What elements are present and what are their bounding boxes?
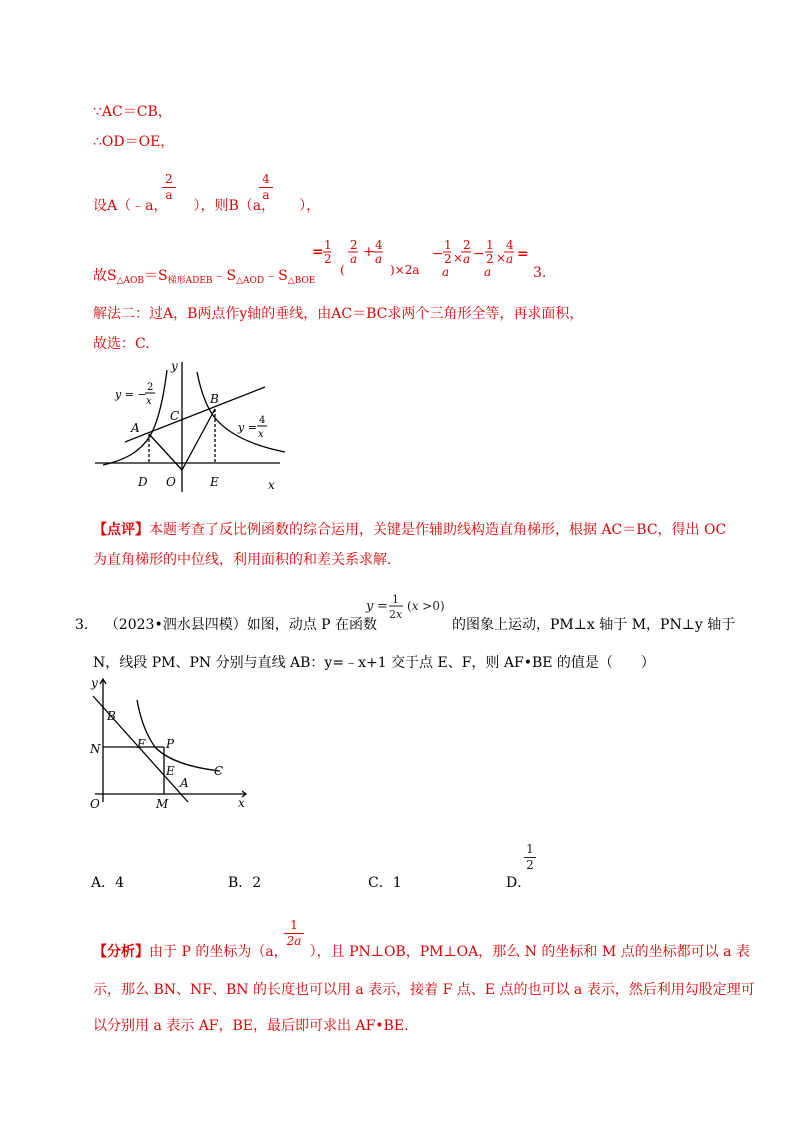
label-n: N — [90, 742, 101, 756]
svg-text:=: = — [312, 244, 324, 260]
svg-text:a: a — [350, 252, 358, 266]
segment-oa — [149, 434, 182, 470]
label-o: O — [166, 475, 176, 489]
q3-number: 3. — [75, 617, 89, 633]
label-c: C — [214, 764, 224, 778]
line3-pre: 设A（﹣a， — [93, 198, 168, 214]
line-set-a — [93, 195, 320, 215]
analysis-line-1 — [93, 941, 750, 961]
svg-text:1: 1 — [324, 238, 332, 252]
figure-hyperbola-1 — [85, 352, 295, 494]
s-prefix: 故S — [93, 268, 117, 284]
frac-den: 2a — [286, 934, 302, 948]
frac-num: 4 — [262, 172, 270, 186]
q3-function-formula — [364, 592, 459, 628]
q3-line-1-tail: 的图象上运动，PM⊥x 轴于 M，PN⊥y 轴于 — [452, 617, 736, 633]
frac-num: 1 — [526, 842, 534, 856]
frac-4-over-a — [259, 173, 273, 202]
svg-text:−: − — [432, 246, 444, 262]
svg-text:2x: 2x — [389, 608, 403, 621]
comment-text-1: 本题考查了反比例函数的综合运用，关键是作辅助线构造直角梯形，根据 AC＝BC，得出 OC — [149, 522, 727, 538]
frac-den: a — [262, 188, 270, 202]
label-y: y — [91, 676, 98, 690]
svg-text:2: 2 — [350, 238, 358, 252]
label-d: D — [138, 475, 148, 489]
left-hyperbola — [103, 370, 167, 465]
label-a: A — [131, 421, 140, 435]
label-y: y — [171, 359, 178, 373]
svg-text:=: = — [517, 246, 529, 262]
q3-line-1 — [75, 614, 377, 634]
svg-text:2: 2 — [444, 252, 452, 266]
figure-hyperbola-2 — [85, 672, 255, 812]
svg-text:=: = — [377, 599, 388, 614]
line-method-two: 解法二：过A，B两点作y轴的垂线，由AC＝BC求两个三角形全等，再求面积， — [93, 306, 584, 322]
label-p: P — [166, 737, 175, 751]
option-c: C．1 — [368, 875, 402, 891]
line3-post: ）， — [299, 198, 321, 214]
paren-close-x2a: )×2a — [390, 263, 420, 277]
svg-text:1: 1 — [486, 238, 494, 252]
label-m: M — [156, 797, 169, 811]
svg-text:×: × — [496, 251, 507, 265]
s-minus2: ﹣S — [264, 268, 288, 284]
label-e: E — [166, 764, 175, 778]
comment-line-1 — [93, 519, 726, 539]
frac-den: a — [165, 188, 173, 202]
svg-text:1: 1 — [392, 593, 399, 606]
analysis-text-1a: 由于 P 的坐标为（a， — [149, 944, 288, 960]
label-a: A — [180, 776, 189, 790]
analysis-text-1b: ），且 PN⊥OB，PM⊥OA，那么 N 的坐标和 M 点的坐标都可以 a 表 — [309, 944, 750, 960]
frac-num: 1 — [290, 918, 298, 932]
analysis-label: 【分析】 — [93, 944, 149, 960]
frac-2-over-a — [162, 173, 176, 202]
line-ac-eq-cb: ∵AC＝CB， — [93, 104, 172, 120]
svg-text:a: a — [442, 265, 450, 279]
s-minus1: ﹣S — [212, 268, 237, 284]
svg-text:a: a — [484, 265, 492, 279]
svg-text:4: 4 — [506, 238, 514, 252]
svg-text:a: a — [375, 252, 383, 266]
svg-text:(x >0): (x >0) — [407, 599, 445, 613]
eq-left-num: 2 — [147, 382, 154, 393]
label-x: x — [238, 796, 245, 810]
sub-boe: △BOE — [287, 276, 316, 286]
s-eq: ＝S — [144, 268, 168, 284]
sub-aod: △AOD — [236, 276, 265, 286]
line3-mid: ），则B（a， — [193, 198, 276, 214]
q3-source: （2023•泗水县四模）如图，动点 P 在函数 — [104, 617, 378, 633]
svg-text:a: a — [506, 252, 514, 266]
eq-left: y = − — [115, 388, 147, 401]
label-b: B — [210, 392, 219, 406]
analysis-line-2: 示，那么 BN、NF、BN 的长度也可以用 a 表示，接着 F 点、E 点的也可以 a 表示，然后利用勾股定理可 — [93, 982, 755, 998]
analysis-line-3: 以分别用 a 表示 AF，BE，最后即可求出 AF•BE. — [93, 1018, 409, 1034]
comment-line-2: 为直角梯形的中位线，利用面积的和差关系求解. — [93, 552, 392, 568]
svg-text:+: + — [363, 244, 375, 260]
line-area-formula — [93, 265, 315, 286]
eq-left-den: x — [146, 396, 152, 407]
svg-text:−: − — [473, 246, 485, 262]
comment-label: 【点评】 — [93, 522, 149, 538]
sub-aob: △AOB — [116, 276, 145, 286]
line-od-eq-oe: ∴OD＝OE， — [93, 134, 175, 150]
frac-num: 2 — [165, 172, 173, 186]
line-answer-c: 故选：C. — [93, 336, 150, 352]
option-d-fraction — [524, 843, 536, 872]
eq-right: y = — [238, 421, 257, 434]
label-x: x — [268, 478, 275, 492]
svg-text:2: 2 — [324, 252, 332, 266]
option-b: B．2 — [228, 875, 262, 891]
svg-text:2: 2 — [463, 238, 471, 252]
area-formula-graphic — [310, 238, 560, 288]
svg-text:y: y — [366, 599, 374, 614]
label-c: C — [170, 409, 180, 423]
option-a: A．4 — [91, 875, 125, 891]
svg-text:2: 2 — [486, 252, 494, 266]
analysis-fraction — [284, 919, 304, 948]
frac-den: 2 — [526, 858, 534, 872]
label-b: B — [107, 709, 116, 723]
label-e: E — [210, 475, 219, 489]
q3-line-2: N，线段 PM、PN 分别与直线 AB：y=﹣x+1 交于点 E、F，则 AF•BE 的值是（ ） — [93, 655, 655, 671]
paren-open: ( — [340, 263, 345, 277]
label-f: F — [137, 737, 146, 751]
svg-text:a: a — [463, 252, 471, 266]
svg-text:4: 4 — [375, 238, 383, 252]
area-result: 3. — [533, 265, 547, 281]
label-o: O — [90, 797, 100, 811]
right-hyperbola — [197, 372, 285, 452]
eq-right-den: x — [258, 429, 264, 440]
svg-text:×: × — [453, 251, 464, 265]
sub-adeb: 梯形ADEB — [167, 276, 213, 286]
hyperbola-c — [137, 700, 220, 771]
svg-text:1: 1 — [444, 238, 452, 252]
eq-right-num: 4 — [259, 415, 266, 426]
option-d: D． — [506, 875, 532, 891]
